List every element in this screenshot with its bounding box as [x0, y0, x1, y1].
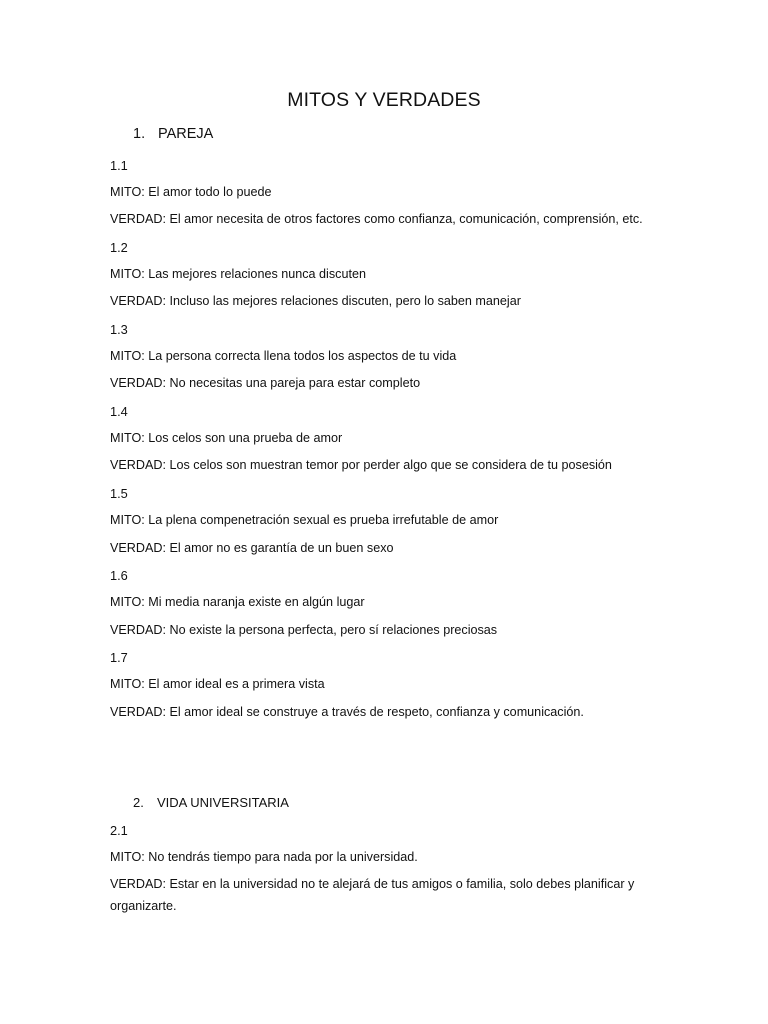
myth-text: MITO: El amor todo lo puede [110, 185, 272, 199]
section-title: PAREJA [158, 126, 214, 142]
item-number: 1.4 [110, 404, 128, 419]
truth-text: VERDAD: El amor necesita de otros factores como confianza, comunicación, comprensión, etc. [110, 212, 643, 226]
section-number: 2. [133, 795, 144, 810]
myth-text: MITO: No tendrás tiempo para nada por la universidad. [110, 850, 418, 864]
section-heading-vida-universitaria [133, 795, 289, 810]
item-number: 1.5 [110, 486, 128, 501]
myth-text: MITO: La plena compenetración sexual es prueba irrefutable de amor [110, 513, 499, 527]
truth-text: VERDAD: El amor no es garantía de un buen sexo [110, 541, 394, 555]
item-number: 1.2 [110, 240, 128, 255]
myth-text: MITO: Mi media naranja existe en algún lugar [110, 595, 365, 609]
section-number: 1. [133, 126, 146, 142]
item-number: 1.6 [110, 568, 128, 583]
section-heading-pareja [133, 126, 213, 142]
section-title: VIDA UNIVERSITARIA [157, 795, 289, 810]
item-number: 1.7 [110, 650, 128, 665]
truth-text: VERDAD: Estar en la universidad no te alejará de tus amigos o familia, solo debes planificar y organizarte. [110, 877, 635, 913]
item-number: 1.3 [110, 322, 128, 337]
myth-text: MITO: Los celos son una prueba de amor [110, 431, 343, 445]
truth-text: VERDAD: Los celos son muestran temor por perder algo que se considera de tu posesión [110, 458, 612, 472]
truth-text: VERDAD: No existe la persona perfecta, pero sí relaciones preciosas [110, 623, 498, 637]
truth-text: VERDAD: No necesitas una pareja para estar completo [110, 376, 421, 390]
page-title: MITOS Y VERDADES [287, 89, 481, 111]
myth-text: MITO: Las mejores relaciones nunca discuten [110, 267, 366, 281]
myth-text: MITO: La persona correcta llena todos los aspectos de tu vida [110, 349, 457, 363]
truth-text: VERDAD: El amor ideal se construye a través de respeto, confianza y comunicación. [110, 705, 584, 719]
myth-text: MITO: El amor ideal es a primera vista [110, 677, 325, 691]
item-number: 2.1 [110, 823, 128, 838]
truth-text: VERDAD: Incluso las mejores relaciones discuten, pero lo saben manejar [110, 294, 521, 308]
item-number: 1.1 [110, 158, 128, 173]
